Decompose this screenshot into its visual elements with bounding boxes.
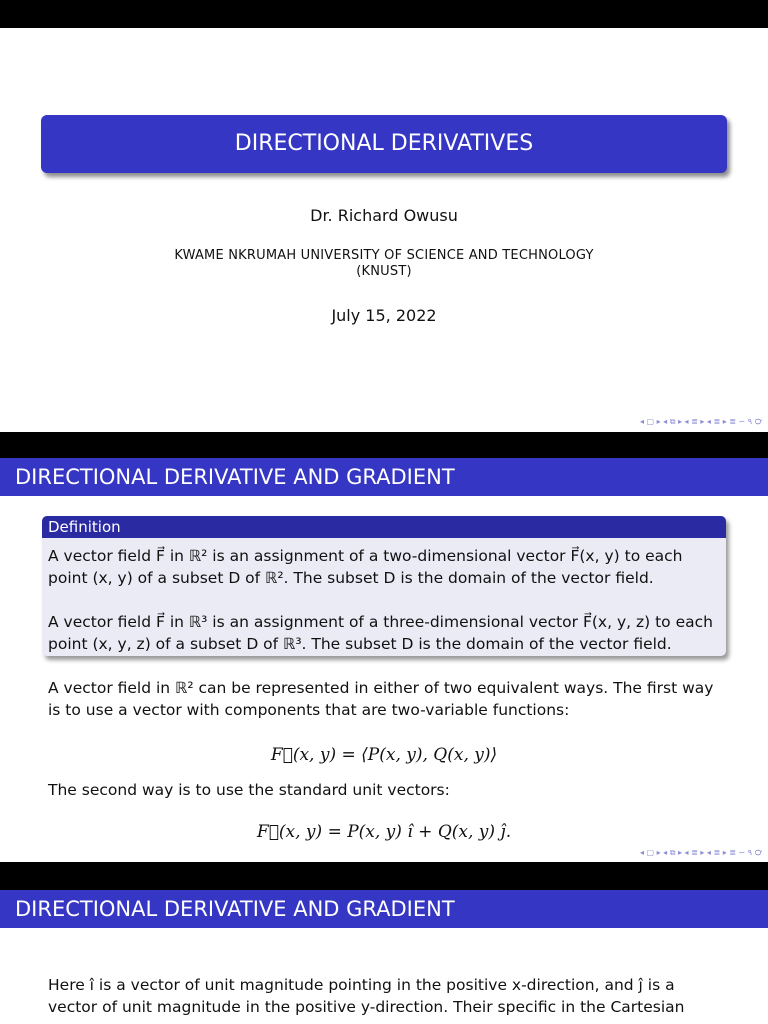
vector-field-slide bbox=[0, 458, 768, 862]
equation-unit-vector-form: F⃗(x, y) = P(x, y) î + Q(x, y) ĵ. bbox=[256, 822, 512, 842]
presentation-date: July 15, 2022 bbox=[331, 306, 437, 325]
definition-header: Definition bbox=[42, 516, 726, 538]
top-black-bar bbox=[0, 0, 768, 28]
equation-component-form: F⃗(x, y) = ⟨P(x, y), Q(x, y)⟩ bbox=[270, 745, 498, 765]
institution bbox=[0, 248, 768, 280]
title-slide bbox=[0, 28, 768, 432]
body-paragraph-unit-vectors: The second way is to use the standard unit vectors: bbox=[48, 781, 450, 799]
body-paragraph-unit-vectors-explained: Here î is a vector of unit magnitude pointing in the positive x-direction, and ĵ is a vector of unit magnitude in the positive y-direction. Their specific in the Cartesian bbox=[48, 976, 685, 1016]
beamer-navigation[interactable]: ◂ ▢ ▸ ◂ ⧉ ▸ ◂ ≣ ▸ ◂ ≣ ▸ ≣ ∽ ۹ ℺ bbox=[639, 848, 762, 857]
definition-paragraph-2d: A vector field F⃗ in ℝ² is an assignment of a two-dimensional vector F⃗(x, y) to each point (x, y) of a subset D of ℝ². The subset D is the domain of the vector field. bbox=[48, 547, 683, 587]
slide-separator bbox=[0, 432, 768, 458]
definition-paragraph-3d: A vector field F⃗ in ℝ³ is an assignment of a three-dimensional vector F⃗(x, y, z) to each point (x, y, z) of a subset D of ℝ³. The subset D is the domain of the vector field. bbox=[48, 613, 713, 653]
definition-block bbox=[42, 516, 726, 656]
beamer-navigation[interactable]: ◂ ▢ ▸ ◂ ⧉ ▸ ◂ ≣ ▸ ◂ ≣ ▸ ≣ ∽ ۹ ℺ bbox=[639, 417, 762, 426]
presentation-title: DIRECTIONAL DERIVATIVES bbox=[41, 115, 727, 173]
author-name: Dr. Richard Owusu bbox=[310, 206, 458, 225]
institution-line-2: (KNUST) bbox=[356, 264, 412, 279]
unit-vectors-slide bbox=[0, 890, 768, 1024]
slide-separator bbox=[0, 862, 768, 890]
institution-line-1: KWAME NKRUMAH UNIVERSITY OF SCIENCE AND TECHNOLOGY bbox=[174, 248, 594, 263]
frame-title: DIRECTIONAL DERIVATIVE AND GRADIENT bbox=[0, 458, 768, 496]
frame-title: DIRECTIONAL DERIVATIVE AND GRADIENT bbox=[0, 890, 768, 928]
body-paragraph-representation: A vector field in ℝ² can be represented in either of two equivalent ways. The first way is to use a vector with components that are two-variable functions: bbox=[48, 679, 714, 719]
